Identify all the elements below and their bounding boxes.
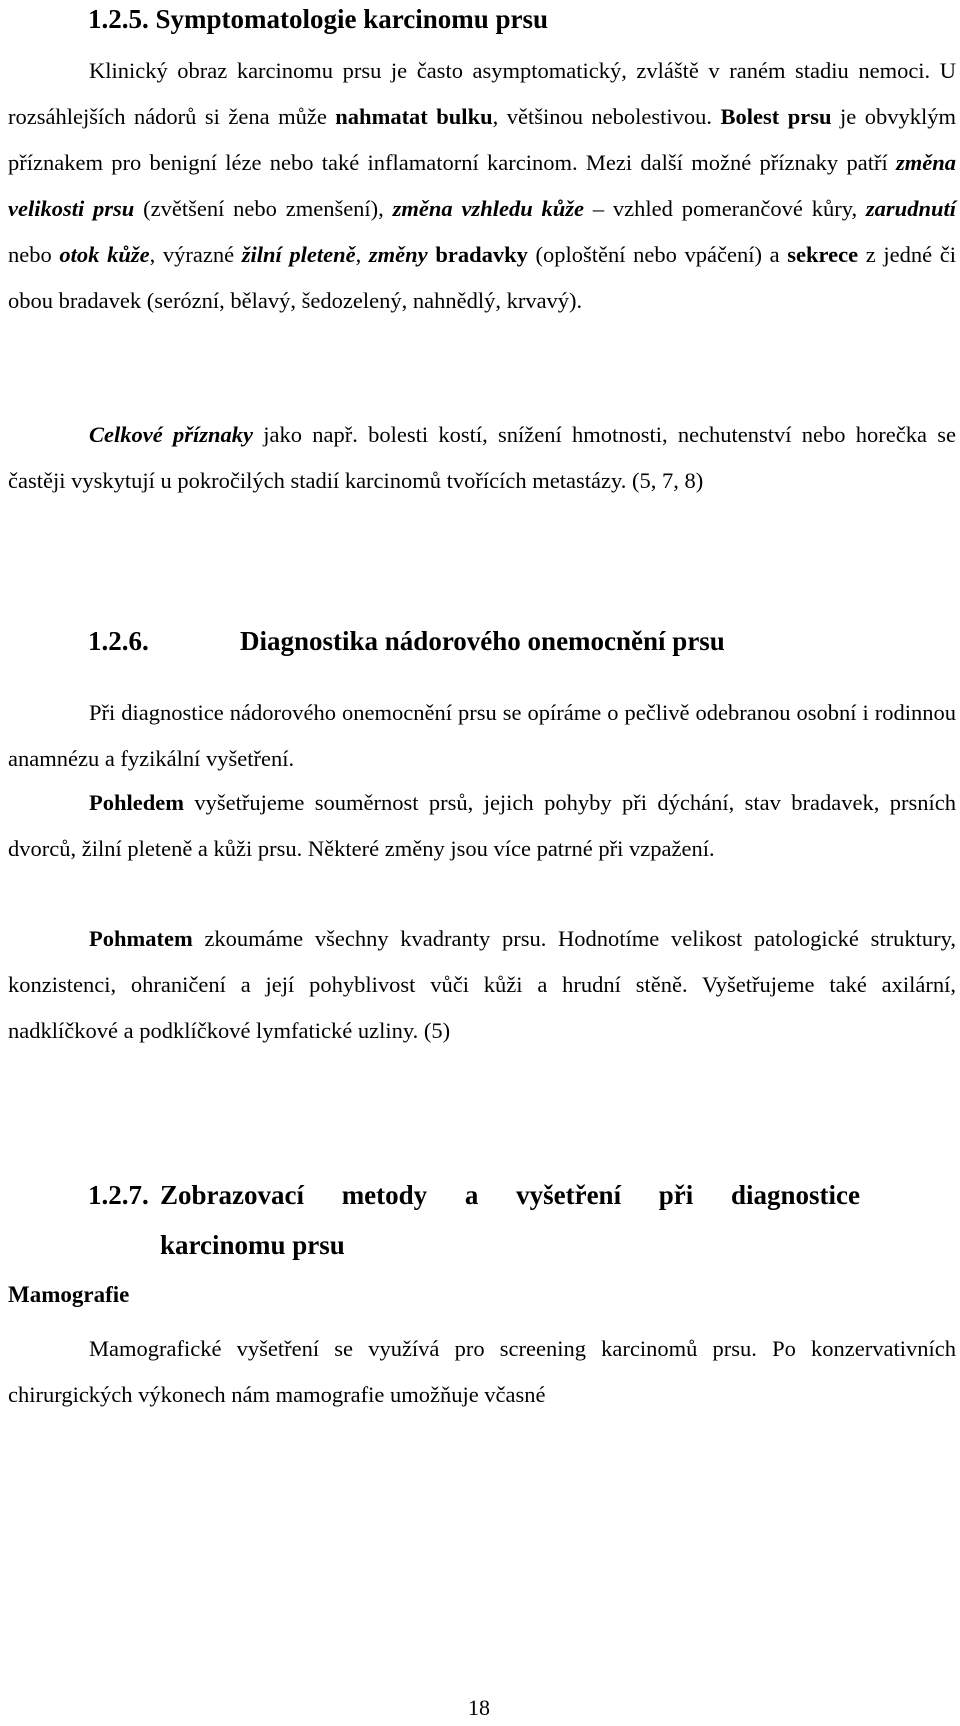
section-heading-1-2-6: 1.2.6. Diagnostika nádorového onemocnění prsu: [88, 626, 725, 656]
section-heading-1-2-5: 1.2.5. Symptomatologie karcinomu prsu: [88, 4, 549, 34]
palpation-paragraph: Pohmatem zkoumáme všechny kvadranty prsu. Hodnotíme velikost patologické struktury, konzistenci, ohraničení a její pohyblivost vůči kůži a hrudní stěně. Vyšetřujeme také axilární, nadklíčkové a podklíčkové lymfatické uzliny. (5): [8, 926, 956, 1043]
diagnostics-intro-paragraph: Při diagnostice nádorového onemocnění prsu se opíráme o pečlivě odebranou osobní i rodinnou anamnézu a fyzikální vyšetření.: [8, 700, 956, 771]
general-symptoms-paragraph: Celkové příznaky jako např. bolesti kostí, snížení hmotnosti, nechutenství nebo horečka se častěji vyskytují u pokročilých stadií karcinomů tvořících metastázy. (5, 7, 8): [8, 422, 956, 493]
page-number: 18: [468, 1695, 490, 1720]
section-heading-1-2-7: 1.2.7. Zobrazovací metody a vyšetření při diagnostice karcinomu prsu: [88, 1180, 860, 1260]
inspection-paragraph: Pohledem vyšetřujeme souměrnost prsů, jejich pohyby při dýchání, stav bradavek, prsních dvorců, žilní pleteně a kůži prsu. Některé změny jsou více patrné při vzpažení.: [8, 790, 956, 861]
symptoms-paragraph: Klinický obraz karcinomu prsu je často asymptomatický, zvláště v raném stadiu nemoci. U rozsáhlejších nádorů si žena může nahmatat bulku, většinou nebolestivou. Bolest prsu je obvyklým příznakem pro benigní léze nebo také inflamatorní karcinom. Mezi další možné příznaky patří změna velikosti prsu (zvětšení nebo zmenšení), změna vzhledu kůže – vzhled pomerančové kůry, zarudnutí nebo otok kůže, výrazné žilní pleteně, změny bradavky (oploštění nebo vpáčení) a sekrece z jedné či obou bradavek (serózní, bělavý, šedozelený, nahnědlý, krvavý).: [8, 58, 957, 313]
mammography-subheading: Mamografie: [8, 1282, 130, 1307]
mammography-paragraph: Mamografické vyšetření se využívá pro screening karcinomů prsu. Po konzervativních chirurgických výkonech nám mamografie umožňuje včasné: [8, 1336, 956, 1407]
